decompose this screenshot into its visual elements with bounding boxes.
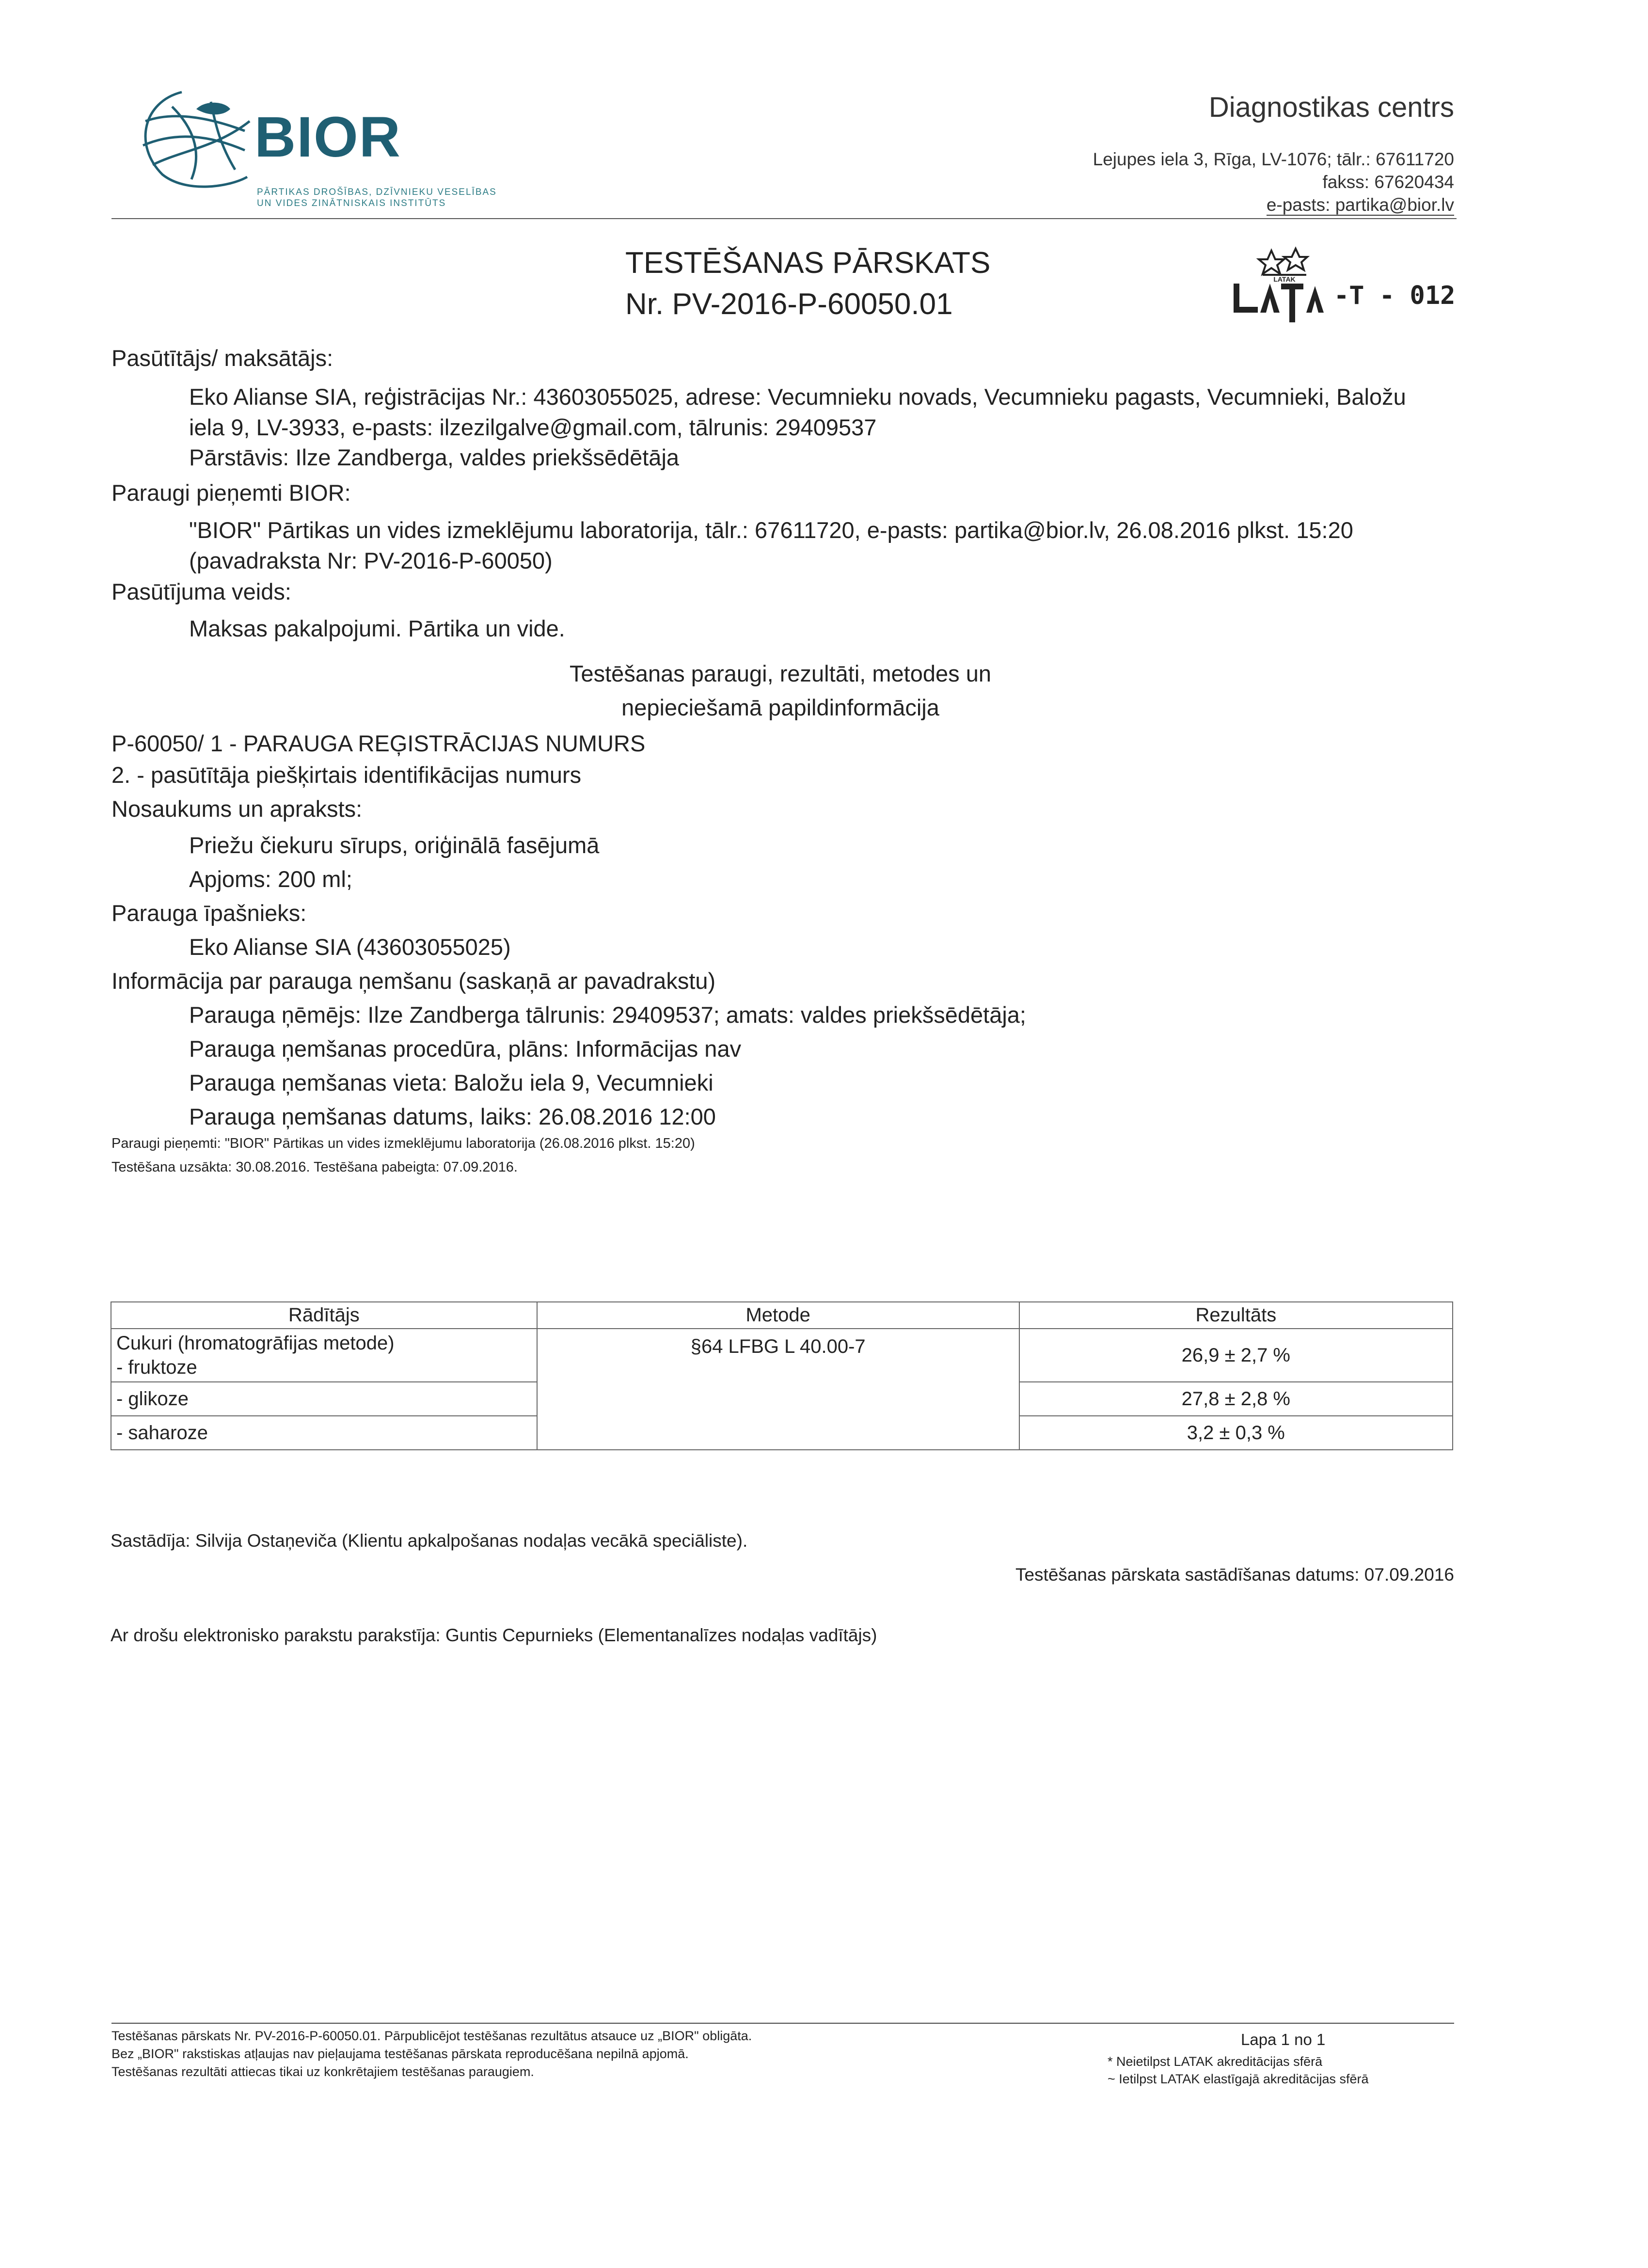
contact-block [1093, 148, 1454, 216]
sampler: Parauga ņēmējs: Ilze Zandberga tālrunis: 29409537; amats: valdes priekšsēdētāja; [189, 1002, 1026, 1028]
footer-divider [111, 2023, 1454, 2024]
header-result: Rezultāts [1019, 1302, 1453, 1329]
logo-subtitle: PĀRTIKAS DROŠĪBAS, DZĪVNIEKU VESELĪBAS UN VIDES ZINĀTNISKAIS INSTITŪTS [257, 187, 497, 208]
latak-accreditation-logo [1234, 245, 1335, 322]
order-type-value: Maksas pakalpojumi. Pārtika un vide. [189, 616, 565, 641]
received-note: Paraugi pieņemti: "BIOR" Pārtikas un vides izmeklējumu laboratorija (26.08.2016 plkst. 15:20) [111, 1136, 695, 1151]
method-cell: §64 LFBG L 40.00-7 [537, 1329, 1019, 1450]
bior-logo-emblem-icon [124, 82, 259, 194]
indicator-cell: - glikoze [111, 1382, 537, 1416]
section-heading: Testēšanas paraugi, rezultāti, metodes un nepieciešamā papildinformācija [569, 661, 991, 720]
header-method: Metode [537, 1302, 1019, 1329]
sample-name-value: Priežu čiekuru sīrups, oriģinālā fasējumā [189, 832, 600, 858]
sampling-datetime: Parauga ņemšanas datums, laiks: 26.08.2016 12:00 [189, 1104, 716, 1129]
latak-number: -T - 012 [1334, 281, 1456, 310]
report-number: Nr. PV-2016-P-60050.01 [625, 287, 953, 321]
sample-name-label: Nosaukums un apraksts: [111, 796, 363, 822]
footer-text: Testēšanas pārskats Nr. PV-2016-P-60050.01. Pārpublicējot testēšanas rezultātus atsauce uz „BIOR" obligāta. Bez „BIOR" rakstiskas atļaujas nav pieļaujama testēšanas pārskata reproducēšana nepilnā apjomā. Testēšanas rezultāti attiecas tikai uz konkrētajiem testēšanas paraugiem. [111, 2029, 752, 2079]
received-line-1: "BIOR" Pārtikas un vides izmeklējumu laboratorija, tālr.: 67611720, e-pasts: partika@bior.lv, 26.08.2016 plkst. 15:20 [189, 517, 1353, 543]
accreditation-notes: * Neietilpst LATAK akreditācijas sfērā ~ Ietilpst LATAK elastīgajā akreditācijas sfērā [1108, 2054, 1369, 2086]
table-row [111, 1329, 1453, 1382]
sampling-place: Parauga ņemšanas vieta: Baložu iela 9, Vecumnieki [189, 1070, 713, 1095]
group-label: Cukuri (hromatogrāfijas metode) [116, 1332, 395, 1354]
client-label: Pasūtītājs/ maksātājs: [111, 345, 333, 371]
testing-dates: Testēšana uzsākta: 30.08.2016. Testēšana pabeigta: 07.09.2016. [111, 1159, 518, 1175]
received-label: Paraugi pieņemti BIOR: [111, 480, 351, 506]
sample-owner-value: Eko Alianse SIA (43603055025) [189, 934, 511, 960]
header-divider [111, 218, 1457, 219]
header-indicator: Rādītājs [111, 1302, 537, 1329]
results-table [111, 1301, 1453, 1450]
latak-label: LATAK [1273, 275, 1296, 283]
sample-volume: Apjoms: 200 ml; [189, 866, 352, 892]
email: e-pasts: partika@bior.lv [1266, 195, 1454, 215]
result-cell: 26,9 ± 2,7 % [1019, 1329, 1453, 1382]
compiled-by: Sastādīja: Silvija Ostaņeviča (Klientu apkalpošanas nodaļas vecākā speciāliste). [111, 1531, 748, 1551]
sample-reg-number: P-60050/ 1 - PARAUGA REĢISTRĀCIJAS NUMURS [111, 730, 646, 756]
order-type-label: Pasūtījuma veids: [111, 579, 291, 604]
sampling-procedure: Parauga ņemšanas procedūra, plāns: Informācijas nav [189, 1036, 742, 1062]
center-name: Diagnostikas centrs [1208, 92, 1454, 123]
client-representative: Pārstāvis: Ilze Zandberga, valdes priekšsēdētāja [189, 444, 680, 470]
page-number: Lapa 1 no 1 [1241, 2030, 1326, 2048]
indicator-cell: - saharoze [111, 1416, 537, 1450]
result-cell: 3,2 ± 0,3 % [1019, 1416, 1453, 1450]
report-title: TESTĒŠANAS PĀRSKATS [625, 246, 991, 280]
sampling-info-label: Informācija par parauga ņemšanu (saskaņā ar pavadrakstu) [111, 968, 716, 994]
compiled-date: Testēšanas pārskata sastādīšanas datums: 07.09.2016 [1015, 1565, 1454, 1585]
received-line-2: (pavadraksta Nr: PV-2016-P-60050) [189, 548, 553, 573]
indicator-cell: Cukuri (hromatogrāfijas metode) - fruktoze [111, 1329, 537, 1382]
result-cell: 27,8 ± 2,8 % [1019, 1382, 1453, 1416]
fax: fakss: 67620434 [1322, 172, 1454, 192]
table-header-row [111, 1302, 1453, 1329]
sample-client-id: 2. - pasūtītāja piešķirtais identifikācijas numurs [111, 762, 582, 788]
logo-name: BIOR [254, 105, 401, 169]
client-line-1: Eko Alianse SIA, reģistrācijas Nr.: 43603055025, adrese: Vecumnieku novads, Vecumnieku pagasts, Vecumnieki, Baložu [189, 384, 1406, 410]
report-title-block [625, 242, 990, 325]
sample-owner-label: Parauga īpašnieks: [111, 900, 307, 926]
client-line-2: iela 9, LV-3933, e-pasts: ilzezilgalve@gmail.com, tālrunis: 29409537 [189, 414, 877, 440]
signed-by: Ar drošu elektronisko parakstu parakstīja: Guntis Cepurnieks (Elementanalīzes nodaļas vadītājs) [111, 1625, 877, 1645]
address: Lejupes iela 3, Rīga, LV-1076; tālr.: 67611720 [1093, 149, 1454, 169]
